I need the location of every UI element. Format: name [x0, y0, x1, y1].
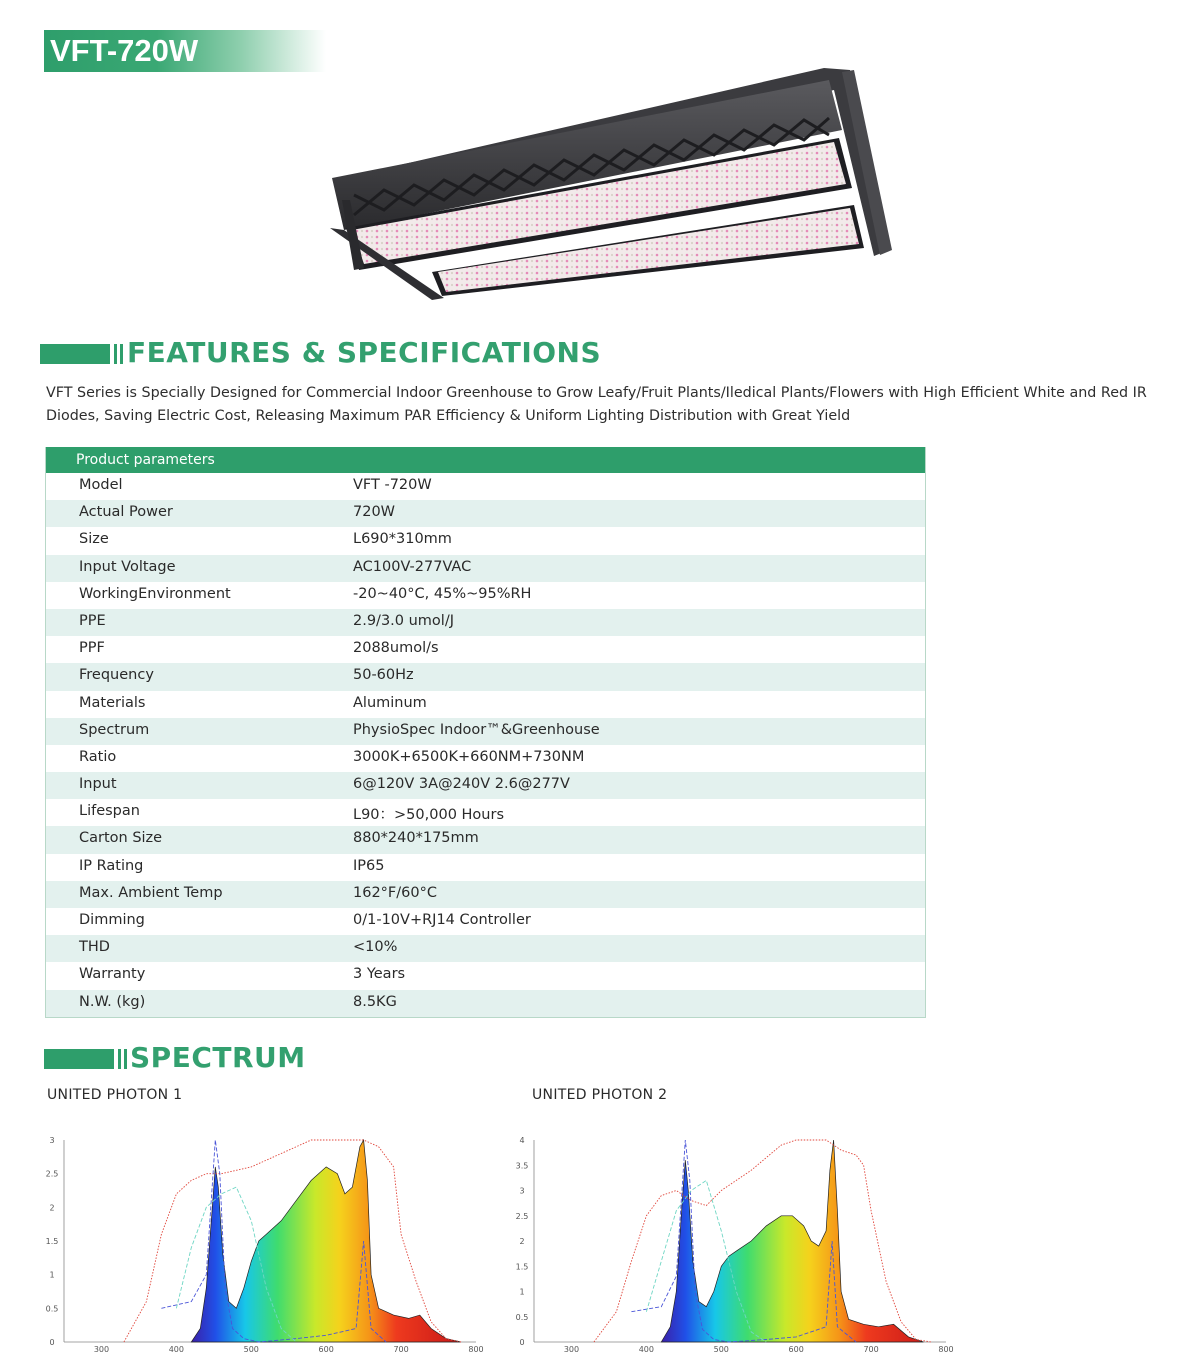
- header-bar-stripe: [120, 344, 123, 364]
- spec-row: [46, 718, 925, 745]
- spec-row: [46, 881, 925, 908]
- y-tick-label: 1.5: [515, 1262, 529, 1272]
- x-tick-label: 700: [863, 1345, 879, 1354]
- x-tick-label: 300: [563, 1345, 580, 1354]
- chart-title-1: UNITED PHOTON 1: [47, 1087, 183, 1103]
- spectrum-series-filled: [191, 1140, 461, 1342]
- spec-value: -20~40°C, 45%~95%RH: [353, 585, 532, 602]
- spec-row: [46, 772, 925, 799]
- spec-row: [46, 636, 925, 663]
- spec-row: [46, 582, 925, 609]
- header-bar: [40, 344, 110, 364]
- y-tick-label: 4: [519, 1136, 525, 1145]
- spec-key: WorkingEnvironment: [79, 585, 231, 602]
- y-tick-label: 2: [519, 1237, 525, 1246]
- spec-row: [46, 663, 925, 690]
- spec-row: [46, 500, 925, 527]
- y-tick-label: 0.5: [45, 1304, 59, 1314]
- spec-key: Max. Ambient Temp: [79, 884, 223, 901]
- spec-value: Aluminum: [353, 694, 427, 711]
- y-tick-label: 2.5: [515, 1211, 529, 1221]
- x-tick-label: 800: [938, 1345, 954, 1354]
- spec-value: 720W: [353, 504, 396, 521]
- spec-value: 6@120V 3A@240V 2.6@277V: [353, 776, 570, 793]
- x-tick-label: 400: [638, 1345, 655, 1354]
- y-tick-label: 0: [519, 1338, 525, 1347]
- spec-key: Dimming: [79, 912, 145, 928]
- spec-row: [46, 555, 925, 582]
- spec-value: 880*240*175mm: [353, 830, 479, 847]
- spec-value: VFT -720W: [353, 477, 432, 493]
- spec-key: Input Voltage: [79, 558, 176, 575]
- chart-title-2: UNITED PHOTON 2: [532, 1087, 668, 1103]
- spec-value: 50-60Hz: [353, 667, 414, 684]
- spec-key: Materials: [79, 694, 146, 711]
- spec-key: PPE: [79, 612, 106, 629]
- spec-key: Ratio: [79, 748, 117, 765]
- y-tick-label: 3: [519, 1186, 525, 1196]
- x-tick-label: 400: [168, 1345, 185, 1354]
- y-tick-label: 3: [49, 1136, 55, 1145]
- spec-key: Spectrum: [79, 721, 150, 738]
- header-bar-stripe: [124, 1049, 127, 1069]
- spec-value: 0/1-10V+RJ14 Controller: [353, 912, 531, 928]
- spec-value: L90：>50,000 Hours: [353, 807, 505, 824]
- spec-key: Lifespan: [79, 803, 140, 820]
- x-tick-label: 500: [243, 1345, 259, 1354]
- x-tick-label: 800: [468, 1345, 484, 1354]
- spec-row: [46, 691, 925, 718]
- spec-key: Model: [79, 477, 123, 493]
- spec-table-header: Product parameters: [46, 447, 925, 473]
- y-tick-label: 1.5: [45, 1237, 59, 1246]
- spec-table-body: [46, 473, 925, 1017]
- spec-row: [46, 990, 925, 1017]
- x-tick-label: 700: [393, 1345, 409, 1354]
- spec-value: 162°F/60°C: [353, 884, 437, 901]
- x-tick-label: 600: [788, 1345, 804, 1354]
- features-intro: VFT Series is Specially Designed for Commercial Indoor Greenhouse to Grow Leafy/Fruit Plants/Iledical Plants/Flowers with High Efficient White and Red IR Diodes, Saving Electric Cost, Releasing Maximum PAR Efficiency & Uniform Lighting Distribution with Great Yield: [46, 385, 1147, 424]
- y-tick-label: 1: [49, 1270, 55, 1280]
- spec-table: [45, 447, 926, 1018]
- spectrum-chart-1: [40, 1130, 484, 1357]
- spec-key: Input: [79, 776, 117, 793]
- y-tick-label: 3.5: [515, 1161, 529, 1171]
- spec-key: Frequency: [79, 667, 154, 684]
- spec-row: [46, 527, 925, 554]
- x-tick-label: 300: [93, 1345, 110, 1354]
- features-section-header: [40, 336, 602, 370]
- spec-key: N.W. (kg): [79, 993, 146, 1010]
- spec-row: [46, 473, 925, 500]
- spec-value: 8.5KG: [353, 993, 397, 1010]
- spec-key: Actual Power: [79, 504, 173, 521]
- y-tick-label: 0.5: [515, 1312, 529, 1322]
- model-tag-text: VFT-720W: [50, 33, 199, 68]
- y-tick-label: 0: [49, 1338, 55, 1347]
- spec-value: 3000K+6500K+660NM+730NM: [353, 748, 585, 765]
- spec-row: [46, 935, 925, 962]
- spec-key: PPF: [79, 640, 105, 657]
- spec-value: L690*310mm: [353, 531, 452, 548]
- spec-row: [46, 854, 925, 881]
- spec-key: Size: [79, 531, 109, 548]
- product-image: [314, 60, 894, 300]
- x-tick-label: 500: [713, 1345, 729, 1354]
- spec-row: [46, 609, 925, 636]
- spec-key: THD: [79, 939, 110, 956]
- spectrum-title: SPECTRUM: [130, 1041, 306, 1074]
- spectrum-series-filled: [661, 1140, 923, 1342]
- spec-value: 3 Years: [353, 966, 406, 983]
- y-tick-label: 2: [49, 1203, 55, 1213]
- spec-key: IP Rating: [79, 857, 144, 874]
- spec-row: [46, 799, 925, 826]
- spec-value: 2.9/3.0 umol/J: [353, 612, 454, 629]
- spec-value: PhysioSpec Indoor™&Greenhouse: [353, 721, 600, 738]
- spec-key: Warranty: [79, 966, 146, 983]
- spec-value: IP65: [353, 857, 385, 874]
- spec-row: [46, 826, 925, 853]
- spec-value: <10%: [353, 939, 398, 956]
- x-tick-label: 600: [318, 1345, 334, 1354]
- spectrum-chart-2: [510, 1130, 954, 1357]
- model-tag: [44, 30, 326, 72]
- header-bar: [44, 1049, 114, 1069]
- spec-value: 2088umol/s: [353, 640, 439, 657]
- header-bar-stripe: [118, 1049, 121, 1069]
- spec-row: [46, 908, 925, 935]
- y-tick-label: 1: [519, 1287, 525, 1297]
- features-title: FEATURES & SPECIFICATIONS: [127, 336, 602, 369]
- spec-row: [46, 962, 925, 989]
- header-bar-stripe: [114, 344, 117, 364]
- y-tick-label: 2.5: [45, 1169, 59, 1179]
- spec-value: AC100V-277VAC: [353, 558, 472, 575]
- spec-row: [46, 745, 925, 772]
- spec-key: Carton Size: [79, 830, 163, 847]
- spectrum-section-header: [40, 1041, 340, 1075]
